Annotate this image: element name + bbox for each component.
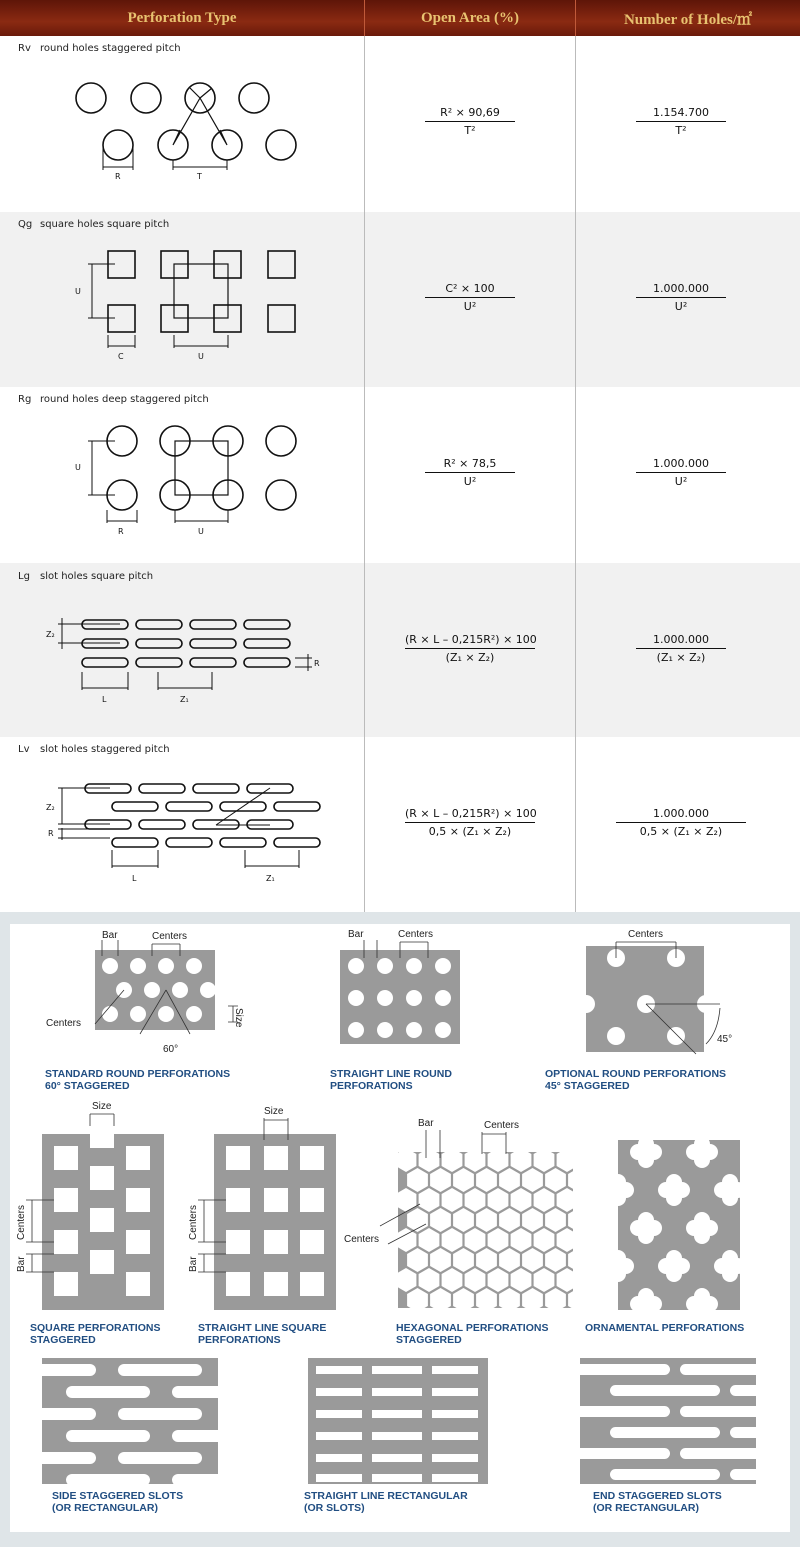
dim-label: U — [75, 463, 81, 472]
row-label-rv: Rv round holes staggered pitch — [18, 43, 181, 54]
straight-rectangular-pattern — [308, 1358, 490, 1486]
dim-label: L — [102, 695, 107, 704]
centers-label: Centers — [398, 929, 434, 940]
dim-label: U — [198, 527, 204, 536]
centers-label: Centers — [152, 931, 188, 942]
ornamental-hole — [702, 1220, 718, 1236]
optional-round-pattern — [580, 928, 740, 1058]
bar-label: Bar — [102, 930, 118, 941]
ornamental-hole — [618, 1258, 634, 1274]
pattern-caption: SQUARE PERFORATIONS STAGGERED — [30, 1322, 161, 1346]
bar-label: Bar — [348, 929, 364, 940]
slot-staggered-diagram — [40, 780, 330, 890]
side-staggered-slots-pattern — [42, 1358, 220, 1486]
size-label: Size — [264, 1106, 284, 1117]
size-label: Size — [92, 1101, 112, 1112]
centers-label: Centers — [484, 1120, 520, 1131]
pattern-caption: HEXAGONAL PERFORATIONS STAGGERED — [396, 1322, 549, 1346]
bar-label: Bar — [16, 1256, 27, 1272]
bar-label: Bar — [418, 1118, 434, 1129]
ornamental-hole — [646, 1220, 662, 1236]
pattern-caption: STRAIGHT LINE ROUND PERFORATIONS — [330, 1068, 452, 1092]
open-area-formula: $\frac{\text{R² × 90,69}}{\text{T²}}$ — [425, 106, 515, 137]
slot-square-diagram — [40, 610, 330, 710]
dim-label: T — [197, 172, 202, 181]
column-divider — [575, 36, 576, 912]
size-label: Size — [233, 1008, 244, 1028]
hexagonal-pattern — [340, 1112, 576, 1312]
dim-label: R — [314, 659, 320, 668]
square-staggered-pattern — [10, 1096, 170, 1314]
ornamental-hole — [630, 1296, 646, 1312]
holes-formula: $\frac{1.000.000}{\text{0,5 × (Z₁ × Z₂)}}$ — [616, 807, 746, 838]
dim-label: C — [118, 352, 124, 361]
ornamental-hole — [618, 1182, 634, 1198]
round-deep-diagram — [70, 420, 310, 540]
holes-formula: $\frac{1.154.700}{\text{T²}}$ — [636, 106, 726, 137]
pattern-caption: STANDARD ROUND PERFORATIONS 60° STAGGERED — [45, 1068, 231, 1092]
ornamental-hole — [714, 1258, 730, 1274]
pattern-caption: OPTIONAL ROUND PERFORATIONS 45° STAGGERED — [545, 1068, 727, 1092]
dim-label: Z₂ — [46, 803, 55, 812]
dim-label: R — [48, 829, 54, 838]
row-label-qg: Qg square holes square pitch — [18, 219, 170, 230]
pattern-caption: STRAIGHT LINE SQUARE PERFORATIONS — [198, 1322, 327, 1346]
holes-formula: $\frac{1.000.000}{\text{(Z₁ × Z₂)}}$ — [636, 633, 726, 664]
centers-label: Centers — [188, 1204, 199, 1240]
table-header — [0, 0, 800, 36]
bar-label: Bar — [188, 1256, 199, 1272]
row-label-lv: Lv slot holes staggered pitch — [18, 744, 170, 755]
ornamental-hole — [630, 1144, 646, 1160]
angle-label: 45° — [717, 1034, 733, 1045]
ornamental-hole — [658, 1258, 674, 1274]
dim-label: R — [115, 172, 121, 181]
dim-label: L — [132, 874, 137, 883]
straight-round-pattern — [330, 928, 470, 1048]
ornamental-pattern — [618, 1140, 742, 1312]
pattern-caption: END STAGGERED SLOTS (OR RECTANGULAR) — [593, 1490, 722, 1514]
dim-label: Z₂ — [46, 630, 55, 639]
pattern-caption: SIDE STAGGERED SLOTS (OR RECTANGULAR) — [52, 1490, 184, 1514]
centers-label: Centers — [628, 929, 664, 940]
open-area-formula: $\frac{\text{(R × L – 0,215R²) × 100}}{\text{(Z₁ × Z₂)}}$ — [405, 633, 537, 664]
ornamental-hole — [646, 1296, 662, 1312]
pattern-caption: STRAIGHT LINE RECTANGULAR (OR SLOTS) — [304, 1490, 468, 1514]
row-label-rg: Rg round holes deep staggered pitch — [18, 394, 209, 405]
dim-label: Z₁ — [180, 695, 189, 704]
angle-label: 60° — [163, 1044, 179, 1055]
ornamental-hole — [714, 1182, 730, 1198]
header-number-of-holes: Number of Holes/㎡ — [623, 11, 753, 28]
holes-formula: $\frac{1.000.000}{\text{U²}}$ — [636, 282, 726, 313]
open-area-formula: $\frac{\text{C² × 100}}{\text{U²}}$ — [425, 282, 515, 313]
ornamental-hole — [630, 1220, 646, 1236]
centers-label: Centers — [16, 1204, 27, 1240]
dim-label: R — [118, 527, 124, 536]
header-open-area: Open Area (%) — [365, 0, 576, 36]
end-staggered-slots-pattern — [580, 1358, 758, 1486]
centers-label: Centers — [46, 1018, 82, 1029]
holes-formula: $\frac{1.000.000}{\text{U²}}$ — [636, 457, 726, 488]
dim-label: U — [75, 287, 81, 296]
ornamental-hole — [702, 1144, 718, 1160]
ornamental-hole — [646, 1144, 662, 1160]
ornamental-hole — [686, 1220, 702, 1236]
pattern-caption: ORNAMENTAL PERFORATIONS — [585, 1322, 745, 1334]
ornamental-hole — [658, 1182, 674, 1198]
open-area-formula: $\frac{\text{(R × L – 0,215R²) × 100}}{\text{0,5 × (Z₁ × Z₂)}}$ — [405, 807, 537, 838]
standard-round-pattern — [40, 928, 250, 1058]
row-label-lg: Lg slot holes square pitch — [18, 571, 154, 582]
straight-square-pattern — [180, 1100, 340, 1314]
column-divider — [364, 36, 365, 912]
ornamental-hole — [686, 1144, 702, 1160]
square-square-diagram — [70, 245, 310, 365]
round-staggered-diagram — [60, 70, 310, 185]
ornamental-hole — [686, 1296, 702, 1312]
dim-label: U — [198, 352, 204, 361]
ornamental-hole — [674, 1258, 690, 1274]
ornamental-hole — [674, 1182, 690, 1198]
centers-label: Centers — [344, 1234, 380, 1245]
ornamental-hole — [702, 1296, 718, 1312]
dim-label: Z₁ — [266, 874, 275, 883]
open-area-formula: $\frac{\text{R² × 78,5}}{\text{U²}}$ — [425, 457, 515, 488]
header-perforation-type: Perforation Type — [0, 0, 365, 36]
